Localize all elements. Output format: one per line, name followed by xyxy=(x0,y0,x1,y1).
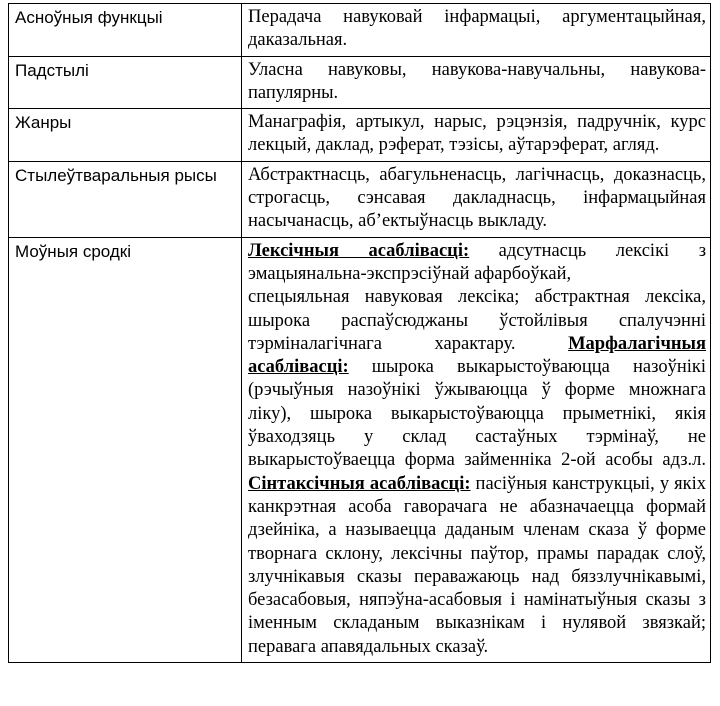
lexical-text-2: спецыяльная навуковая лексіка; абстрактная лексіка, шырока распаўсюджаны ўстойлівыя спалучэнні тэрміналагічнага характару. xyxy=(248,287,706,354)
row-value-functions: Перадача навуковай інфармацыі, аргументацыйная, даказальная. xyxy=(242,4,711,57)
table-row xyxy=(9,237,711,662)
table-row xyxy=(9,4,711,57)
lexical-heading: Лексічныя асаблівасці: xyxy=(248,240,470,261)
table-row xyxy=(9,109,711,162)
morphological-heading: Марфалагічныя асаблівасці: xyxy=(248,333,706,378)
table-row xyxy=(9,161,711,237)
row-value-substyles: Уласна навуковы, навукова-навучальны, навукова-папулярны. xyxy=(242,56,711,109)
table-row xyxy=(9,56,711,109)
syntactic-heading: Сінтаксічныя асаблівасці: xyxy=(248,473,471,494)
row-label-genres: Жанры xyxy=(9,109,242,162)
row-label-style-features: Стылеўтваральныя рысы xyxy=(9,161,242,237)
style-characteristics-table xyxy=(8,3,711,663)
row-value-style-features: Абстрактнасць, абагульненасць, лагічнасць, доказнасць, строгасць, сэнсавая дакладнасць, інфармацыйная насычанасць, аб’ектыўнасць выкладу. xyxy=(242,161,711,237)
morphological-text: шырока выкарыстоўваюцца назоўнікі (рэчыўныя назоўнікі ўжываюцца ў форме множнага ліку), шырока выкарыстоўваюцца прыметнікі, якія ўваходзяць у склад састаўных тэрмінаў, не выкарыстоўваецца форма займенніка 2-ой асобы адз.л. xyxy=(248,357,706,471)
row-value-genres: Манаграфія, артыкул, нарыс, рэцэнзія, падручнік, курс лекцый, даклад, рэферат, тэзісы, аўтарэферат, агляд. xyxy=(242,109,711,162)
row-label-functions: Асноўныя функцыі xyxy=(9,4,242,57)
row-label-language-means: Моўныя сродкі xyxy=(9,237,242,662)
syntactic-text: пасіўныя канструкцыі, у якіх канкрэтная асоба гаворачага не абазначаецца формай дзейніка, а называецца даданым членам сказа ў форме творнага склону, лексічны паўтор, прамы парадак слоў, злучнікавыя сказы пераважаюць над бяззлучнікавымі, безасабовыя, няпэўна-асабовыя і намінатыўныя сказы з іменным складаным выказнікам і нулявой звязкай; перавага апавядальных сказаў. xyxy=(248,473,706,657)
lexical-text-1: адсутнасць лексікі з эмацыянальна-экспрэсіўнай афарбоўкай, xyxy=(248,240,707,284)
row-label-substyles: Падстылі xyxy=(9,56,242,109)
row-value-language-means xyxy=(242,237,711,662)
